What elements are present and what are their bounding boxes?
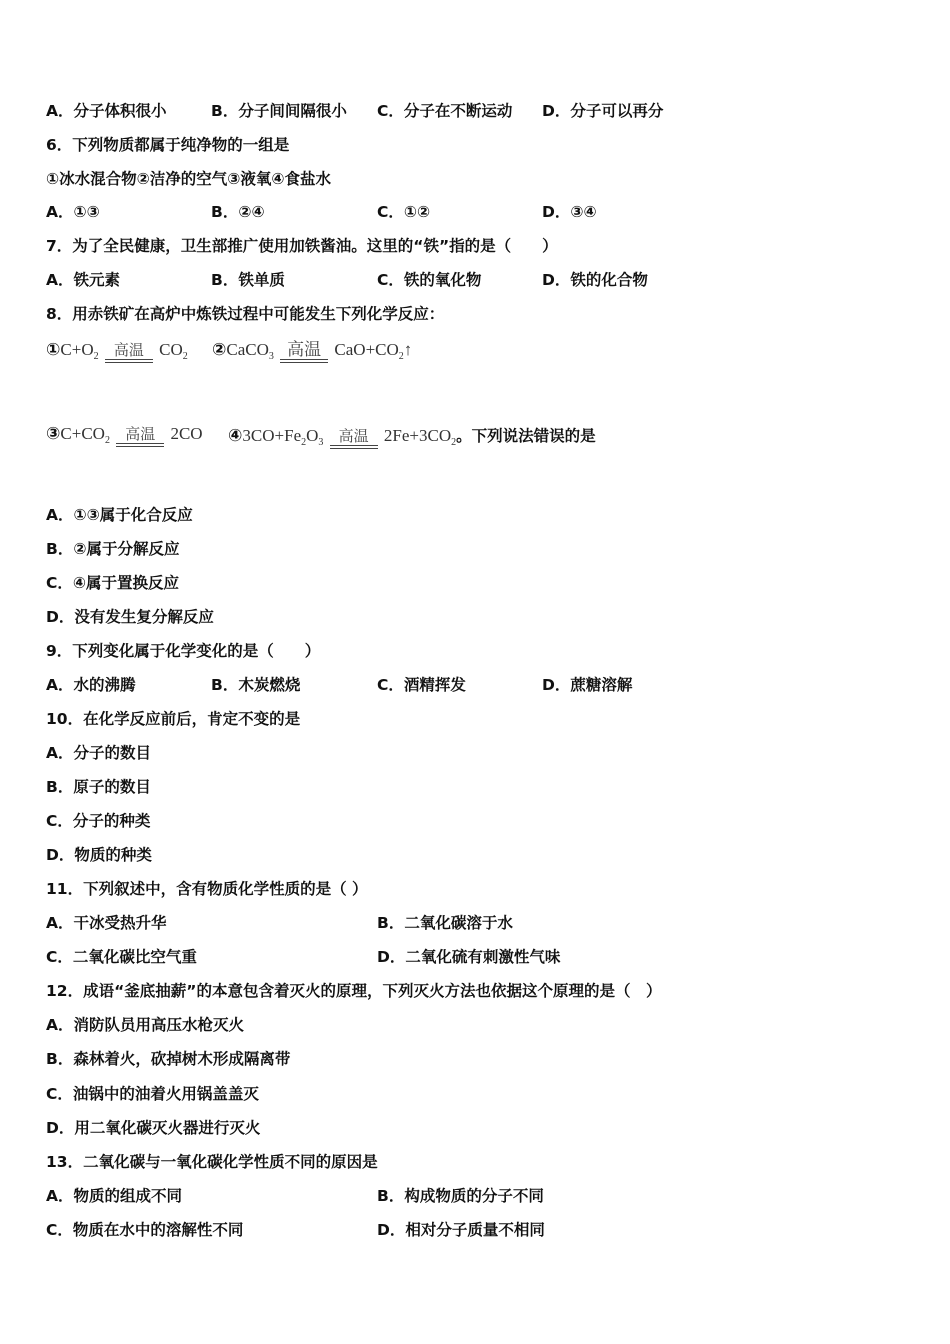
- q9-option-b: B．木炭燃烧: [211, 676, 301, 694]
- q9-option-a: A．水的沸腾: [46, 676, 136, 694]
- q9-option-d: D．蔗糖溶解: [542, 676, 633, 694]
- eq-mark-2: ②: [212, 340, 227, 360]
- eq1-right-sub: 2: [182, 351, 188, 362]
- q12-option-d: D．用二氧化碳灭火器进行灭火: [46, 1119, 261, 1137]
- q8-equation-3: [46, 424, 203, 447]
- q9-stem: 9．下列变化属于化学变化的是（ ）: [46, 642, 321, 660]
- q11-option-a: A．干冰受热升华: [46, 914, 167, 932]
- q10-option-d: D．物质的种类: [46, 846, 152, 864]
- q10-option-b: B．原子的数目: [46, 778, 151, 796]
- q7-option-b: B．铁单质: [211, 271, 285, 289]
- eq4-sub-a: 2: [301, 437, 307, 448]
- eq2-right: CaO+CO: [334, 340, 399, 359]
- q5-option-c: C．分子在不断运动: [377, 102, 513, 120]
- eq3-condition: 高温: [114, 427, 166, 447]
- q8-option-b: B．②属于分解反应: [46, 540, 180, 558]
- eq4-right: 2Fe+3CO: [383, 426, 452, 445]
- eq1-left: C+O: [60, 340, 94, 359]
- eq-mark-3: ③: [46, 424, 61, 444]
- q10-option-c: C．分子的种类: [46, 812, 151, 830]
- q5-option-b: B．分子间间隔很小: [211, 102, 347, 120]
- eq-mark-4: ④: [228, 426, 243, 446]
- gas-arrow-icon: ↑: [403, 340, 413, 359]
- q13-option-d: D．相对分子质量不相同: [377, 1221, 545, 1239]
- q7-option-d: D．铁的化合物: [542, 271, 648, 289]
- eq4-sub-b: 3: [318, 437, 324, 448]
- q7-option-a: A．铁元素: [46, 271, 120, 289]
- q8-option-c: C．④属于置换反应: [46, 574, 179, 592]
- q12-option-c: C．油锅中的油着火用锅盖盖灭: [46, 1085, 259, 1103]
- q9-option-c: C．酒精挥发: [377, 676, 466, 694]
- eq1-right: CO: [159, 340, 183, 359]
- q6-option-c: C．①②: [377, 203, 431, 221]
- q6-option-b: B．②④: [211, 203, 265, 221]
- q6-stem: 6．下列物质都属于纯净物的一组是: [46, 136, 290, 154]
- eq3-left: C+CO: [60, 424, 105, 443]
- q6-option-d: D．③④: [542, 203, 597, 221]
- q8-option-a: A．①③属于化合反应: [46, 506, 193, 524]
- q7-stem: 7．为了全民健康，卫生部推广使用加铁酱油。这里的“铁”指的是（ ）: [46, 237, 558, 255]
- q13-option-a: A．物质的组成不同: [46, 1187, 182, 1205]
- eq-mark-1: ①: [46, 340, 61, 360]
- eq4-left-a: 3CO+Fe: [242, 426, 302, 445]
- eq4-right-sub: 2: [451, 437, 457, 448]
- eq1-left-sub: 2: [93, 351, 99, 362]
- eq4-condition: 高温: [328, 429, 380, 449]
- q6-option-a: A．①③: [46, 203, 100, 221]
- eq2-left: CaCO: [226, 340, 269, 359]
- q8-stem-tail: 。下列说法错误的是: [456, 427, 596, 445]
- q8-equation-4: [228, 424, 596, 449]
- eq1-condition: 高温: [103, 343, 155, 363]
- eq3-right: 2CO: [170, 424, 203, 443]
- q11-stem: 11．下列叙述中，含有物质化学性质的是（ ）: [46, 880, 368, 898]
- q8-option-d: D．没有发生复分解反应: [46, 608, 214, 626]
- q5-option-d: D．分子可以再分: [542, 102, 664, 120]
- q5-option-a: A．分子体积很小: [46, 102, 167, 120]
- q12-stem: 12．成语“釜底抽薪”的本意包含着灭火的原理，下列灭火方法也依据这个原理的是（ ）: [46, 982, 662, 1000]
- q11-option-c: C．二氧化碳比空气重: [46, 948, 197, 966]
- eq2-left-sub: 3: [268, 351, 274, 362]
- q10-stem: 10．在化学反应前后，肯定不变的是: [46, 710, 301, 728]
- q12-option-a: A．消防队员用高压水枪灭火: [46, 1016, 244, 1034]
- q13-stem: 13．二氧化碳与一氧化碳化学性质不同的原因是: [46, 1153, 378, 1171]
- q8-equation-1: [46, 340, 188, 363]
- eq4-left-b: O: [306, 426, 319, 445]
- eq3-left-sub: 2: [104, 435, 110, 446]
- q10-option-a: A．分子的数目: [46, 744, 151, 762]
- q8-stem: 8．用赤铁矿在高炉中炼铁过程中可能发生下列化学反应：: [46, 305, 445, 323]
- q6-items: ①冰水混合物②洁净的空气③液氧④食盐水: [46, 170, 331, 188]
- q11-option-d: D．二氧化硫有刺激性气味: [377, 948, 561, 966]
- q12-option-b: B．森林着火，砍掉树木形成隔离带: [46, 1050, 291, 1068]
- q7-option-c: C．铁的氧化物: [377, 271, 482, 289]
- q11-option-b: B．二氧化碳溶于水: [377, 914, 513, 932]
- eq2-right-sub: 2: [398, 351, 404, 362]
- eq2-condition: 高温: [278, 341, 330, 363]
- q13-option-b: B．构成物质的分子不同: [377, 1187, 544, 1205]
- q13-option-c: C．物质在水中的溶解性不同: [46, 1221, 244, 1239]
- q8-equation-2: [212, 340, 412, 363]
